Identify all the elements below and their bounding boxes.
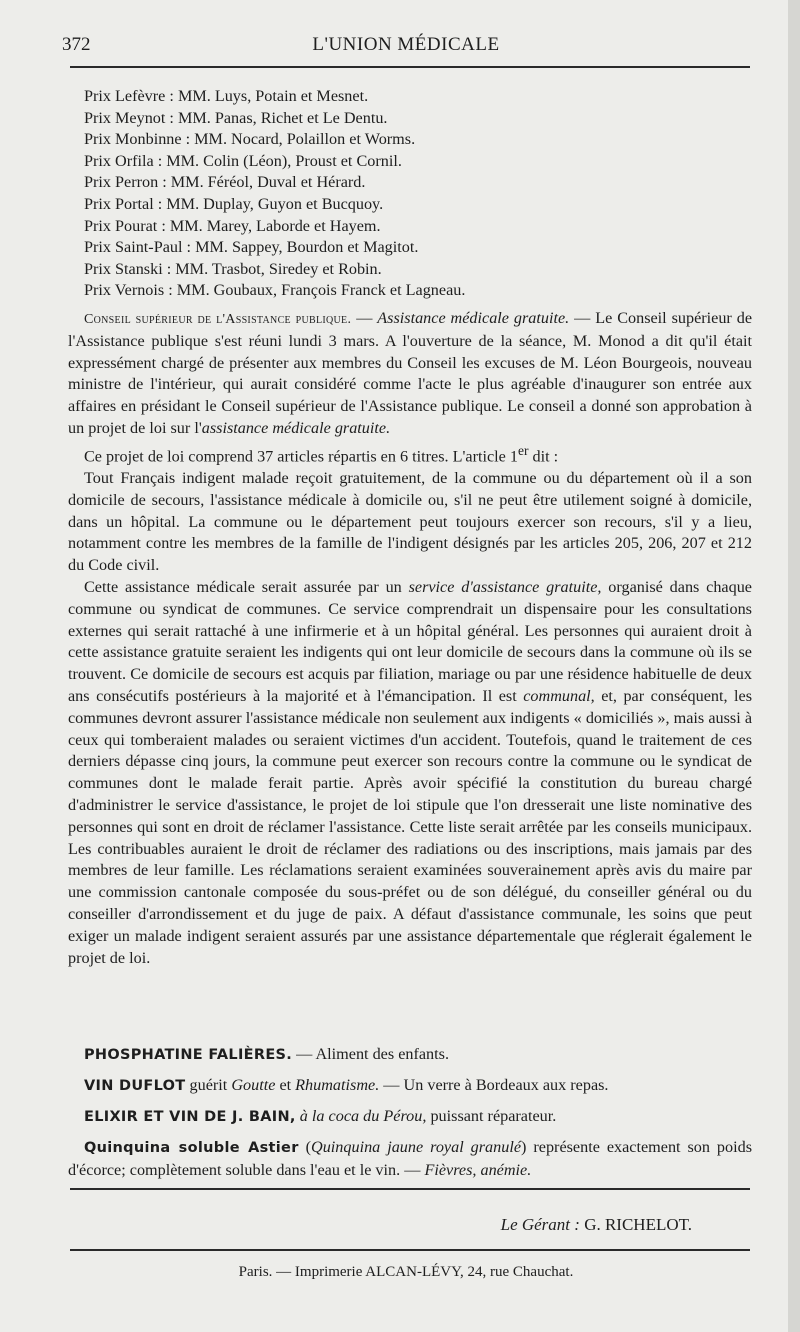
header-rule xyxy=(70,66,750,68)
section-rule xyxy=(70,1188,750,1190)
advertisement: VIN DUFLOT guérit Goutte et Rhumatisme. — Un verre à Bordeaux aux repas. xyxy=(84,1076,609,1094)
footer-rule xyxy=(70,1249,750,1251)
page-number: 372 xyxy=(62,34,91,55)
advertisement: PHOSPHATINE FALIÈRES. — Aliment des enfants. xyxy=(84,1045,449,1063)
gerant-signature: Le Gérant : G. RICHELOT. xyxy=(500,1215,692,1234)
prize-entry: Prix Perron : MM. Féréol, Duval et Hérard. xyxy=(84,173,366,192)
prize-entry: Prix Monbinne : MM. Nocard, Polaillon et Worms. xyxy=(84,130,416,149)
page-edge-shadow xyxy=(788,0,800,1332)
article-paragraph: Cette assistance médicale serait assurée par un service d'assistance gratuite, organisé dans chaque commune ou syndicat de communes. Ce service comprendrait un dispensaire pour les consultations externes qui serait rattaché à une infirmerie et à un hôpital général. Les personnes qui auraient droit à cette assistance gratuite seraient les indigents qui ont leur domicile de secours dans la commune où ils se trouvent. Ce domicile de secours est acquis par filiation, mariage ou par une résidence habituelle de deux ans consécutifs postérieurs à la majorité et à l'émancipation. Il est communal, et, par conséquent, les communes devront assurer l'assistance médicale non seulement aux indigents « domiciliés », mais aussi à ceux qui tomberaient malades ou seraient victimes d'un accident. Toutefois, quand le traitement de ces derniers dépasse cinq jours, la commune peut exercer son recours contre la commune ou le syndicat de communes dont le malade ferait partie. Après avoir spécifié la constitution du bureau chargé d'administrer le service d'assistance, le projet de loi stipule que l'on dresserait une liste nominative des personnes qui sont en droit de réclamer l'assistance. Cette liste serait arrêtée par les conseils municipaux. Les contribuables auraient le droit de réclamer des radiations ou des inscriptions, mais jamais par des membres de leur famille. Les réclamations seraient examinées souverainement après avis du maire par une commission cantonale composée du sous-préfet ou de son délégué, du conseiller général ou du conseiller d'arrondissement et du juge de paix. A défaut d'assistance communale, les soins que peut exiger un malade indigent seraient assurés par une assistance départementale que réglerait également le projet de loi. xyxy=(68,577,753,967)
prize-entry: Prix Pourat : MM. Marey, Laborde et Hayem. xyxy=(84,216,381,235)
advertisements xyxy=(68,1043,752,1189)
advertisement: Quinquina soluble Astier (Quinquina jaune royal granulé) représente exactement son poids d'écorce; complètement soluble dans l'eau et le vin. — Fièvres, anémie. xyxy=(68,1138,753,1179)
prize-entry: Prix Vernois : MM. Goubaux, François Franck et Lagneau. xyxy=(84,281,466,300)
article-paragraph: Conseil supérieur de l'Assistance publique. — Assistance médicale gratuite. — Le Conseil supérieur de l'Assistance publique s'est réuni lundi 3 mars. A l'ouverture de la séance, M. Monod a dit qu'il était expressément chargé de présenter aux membres du Conseil les excuses de M. Léon Bourgeois, nouveau ministre de l'intérieur, qui aurait considéré comme l'acte le plus agréable d'inaugurer son entrée aux affaires en présidant le Conseil supérieur de l'Assistance publique. Le conseil a donné son approbation à un projet de loi sur l'assistance médicale gratuite. xyxy=(68,309,753,437)
prize-list xyxy=(84,86,754,302)
article-heading: Conseil supérieur de l'Assistance publique. xyxy=(84,312,352,327)
prize-entry: Prix Lefèvre : MM. Luys, Potain et Mesnet. xyxy=(84,87,369,105)
prize-entry: Prix Stanski : MM. Trasbot, Siredey et Robin. xyxy=(84,259,382,278)
prize-entry: Prix Saint-Paul : MM. Sappey, Bourdon et Magitot. xyxy=(84,238,419,257)
prize-entry: Prix Meynot : MM. Panas, Richet et Le Dentu. xyxy=(84,108,388,127)
prize-entry: Prix Portal : MM. Duplay, Guyon et Bucquoy. xyxy=(84,194,384,213)
article-body xyxy=(68,308,752,969)
article-paragraph: Tout Français indigent malade reçoit gratuitement, de la commune ou du département où il a son domicile de secours, l'assistance médicale à domicile ou, s'il ne peut être utilement soigné à domicile, dans un hôpital. La commune ou le département peut toujours exercer son recours, s'il y a lieu, notamment contre les membres de la famille de l'indigent désignés par les articles 205, 206, 207 et 212 du Code civil. xyxy=(68,468,752,575)
prize-entry: Prix Orfila : MM. Colin (Léon), Proust et Cornil. xyxy=(84,151,402,170)
article-paragraph: Ce projet de loi comprend 37 articles répartis en 6 titres. L'article 1er dit : xyxy=(84,442,559,466)
advertisement: ELIXIR ET VIN DE J. BAIN, à la coca du Pérou, puissant réparateur. xyxy=(84,1107,557,1125)
running-title: L'UNION MÉDICALE xyxy=(312,34,500,55)
printer-imprint: Paris. — Imprimerie ALCAN-LÉVY, 24, rue Chauchat. xyxy=(238,1264,574,1280)
page-header xyxy=(62,34,750,64)
article-subject: Assistance médicale gratuite. xyxy=(377,309,570,327)
